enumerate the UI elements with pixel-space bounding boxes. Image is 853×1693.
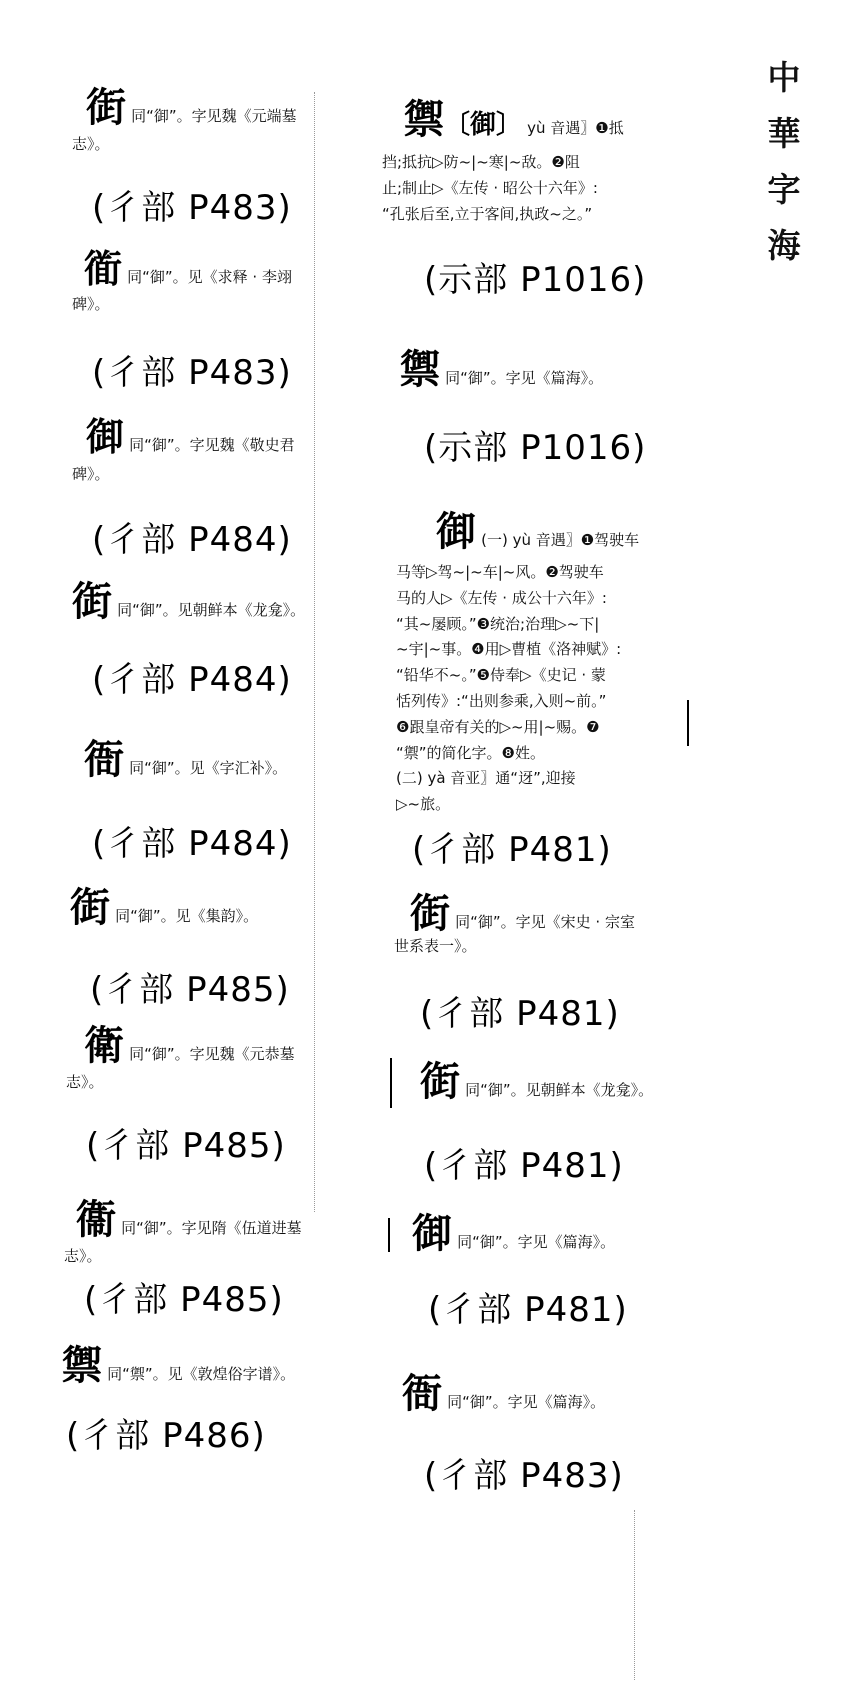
definition: 同“御”。字见《篇海》。 (447, 1393, 606, 1411)
handwritten-note: (示部 P1016) (424, 428, 647, 468)
dictionary-entry (76, 1196, 366, 1243)
headword: 御 (412, 1210, 452, 1257)
dictionary-entry (86, 414, 366, 459)
definition-cont: 志》。 (64, 1247, 102, 1265)
definition-line: “铅华不~。”❺侍奉▷《史记 · 蒙 (396, 666, 606, 685)
definition-line: 恬列传》:“出则参乘,入则~前。” (396, 691, 607, 710)
handwritten-note: (彳部 P483) (424, 1456, 624, 1496)
definition: 同“御”。字见魏《敬史君 (129, 436, 295, 454)
handwritten-note: (彳部 P481) (420, 994, 620, 1034)
definition: 同“御”。字见《篇海》。 (457, 1233, 616, 1251)
handwritten-note: (彳部 P483) (92, 353, 292, 393)
definition: 同“御”。字见魏《元恭墓 (129, 1045, 295, 1063)
definition-line: ❻跟皇帝有关的▷~用|~赐。❼ (396, 717, 600, 736)
headword: 衙 (84, 736, 124, 783)
dictionary-entry (84, 246, 364, 291)
handwritten-note: (彳部 P481) (424, 1146, 624, 1186)
handwritten-note: (彳部 P483) (92, 188, 292, 228)
handwritten-note: (彳部 P484) (92, 824, 292, 864)
handwritten-note: (彳部 P484) (92, 520, 292, 560)
side-title-char: 字 (767, 170, 801, 209)
headword: 衘 (86, 84, 126, 131)
headword: 衜 (84, 246, 123, 291)
handwritten-note: (彳部 P481) (428, 1290, 628, 1330)
margin-mark (388, 1218, 390, 1252)
handwritten-note: (彳部 P485) (90, 970, 290, 1010)
dictionary-entry (70, 884, 350, 931)
headword: 衘 (70, 884, 110, 931)
definition: 同“御”。见《字汇补》。 (129, 759, 288, 777)
definition-cont: 世系表一》。 (394, 937, 477, 955)
definition-cont: 志》。 (66, 1073, 104, 1091)
definition-line: “禦”的简化字。❽姓。 (396, 743, 545, 762)
margin-mark (390, 1058, 392, 1108)
dictionary-entry (436, 508, 696, 555)
definition-line: “孔张后至,立于客间,执政~之。” (382, 204, 593, 223)
definition-cont: 碑》。 (72, 295, 110, 313)
dictionary-entry (62, 1342, 392, 1389)
handwritten-note: (彳部 P485) (86, 1126, 286, 1166)
definition: 同“御”。字见《篇海》。 (445, 369, 604, 387)
definition-line: 挡;抵抗▷防~|~寒|~敌。❷阻 (382, 153, 580, 171)
handwritten-note: (彳部 P485) (84, 1280, 284, 1320)
definition: 同“御”。字见隋《伍道进墓 (121, 1219, 302, 1237)
headword: 禦 (404, 96, 444, 143)
definition-line: “其~屡顾。”❸统治;治理▷~下| (396, 614, 600, 633)
definition: 同“禦”。见《敦煌俗字谱》。 (107, 1365, 296, 1383)
side-title-char: 華 (767, 114, 801, 153)
handwritten-note: (彳部 P484) (92, 660, 292, 700)
definition: yù 音遇〗❶抵 (527, 119, 624, 137)
side-title-char: 海 (767, 226, 801, 265)
definition: 同“御”。见朝鲜本《龙龛》。 (465, 1081, 654, 1099)
dictionary-entry (412, 1210, 702, 1257)
dictionary-entry (400, 346, 700, 393)
side-title-char: 中 (767, 58, 801, 97)
headword: 衘 (410, 890, 450, 937)
definition-line: ▷~旅。 (396, 795, 451, 814)
definition: 同“御”。字见《宋史 · 宗室 (455, 913, 635, 931)
headword: 御 (436, 508, 476, 555)
handwritten-note: (示部 P1016) (424, 260, 647, 300)
definition: (一) yù 音遇〗❶驾驶车 (481, 531, 640, 549)
dictionary-entry (420, 1058, 720, 1105)
definition: 同“御”。见《集韵》。 (115, 907, 259, 925)
definition-cont: 碑》。 (72, 465, 110, 483)
definition-line: 止;制止▷《左传 · 昭公十六年》: (382, 178, 598, 197)
dictionary-entry (84, 1022, 364, 1069)
headword: 禦 (400, 346, 440, 393)
headword: 衞 (76, 1196, 116, 1243)
definition-cont: 志》。 (72, 135, 110, 153)
definition: 同“御”。字见魏《元端墓 (131, 107, 297, 125)
handwritten-note: (彳部 P486) (66, 1416, 266, 1456)
definition: 同“御”。见朝鲜本《龙龛》。 (117, 601, 306, 619)
headword: 衘 (420, 1058, 460, 1105)
handwritten-note: (彳部 P481) (412, 830, 612, 870)
variant-headword: 〔御〕 (444, 110, 523, 140)
side-title (762, 50, 806, 274)
column-divider (634, 1510, 635, 1680)
headword: 衛 (84, 1022, 124, 1069)
dictionary-entry (86, 84, 356, 131)
headword: 衘 (72, 578, 112, 625)
dictionary-entry (84, 736, 364, 783)
dictionary-entry (410, 890, 700, 937)
dictionary-entry (72, 578, 372, 625)
definition-block (396, 560, 696, 818)
definition-block (382, 150, 682, 227)
dictionary-entry (404, 96, 694, 143)
headword: 御 (86, 414, 125, 459)
definition-line: (二) yà 音亚〗通“迓”,迎接 (396, 769, 576, 788)
definition-line: ~宇|~事。❹用▷曹植《洛神赋》: (396, 640, 622, 659)
definition-line: 马等▷驾~|~车|~风。❷驾驶车 (396, 563, 604, 581)
headword: 衙 (402, 1370, 442, 1417)
definition: 同“御”。见《求释 · 李翊 (127, 268, 292, 286)
dictionary-entry (402, 1370, 692, 1417)
headword: 禦 (62, 1342, 102, 1389)
definition-line: 马的人▷《左传 · 成公十六年》: (396, 588, 607, 607)
